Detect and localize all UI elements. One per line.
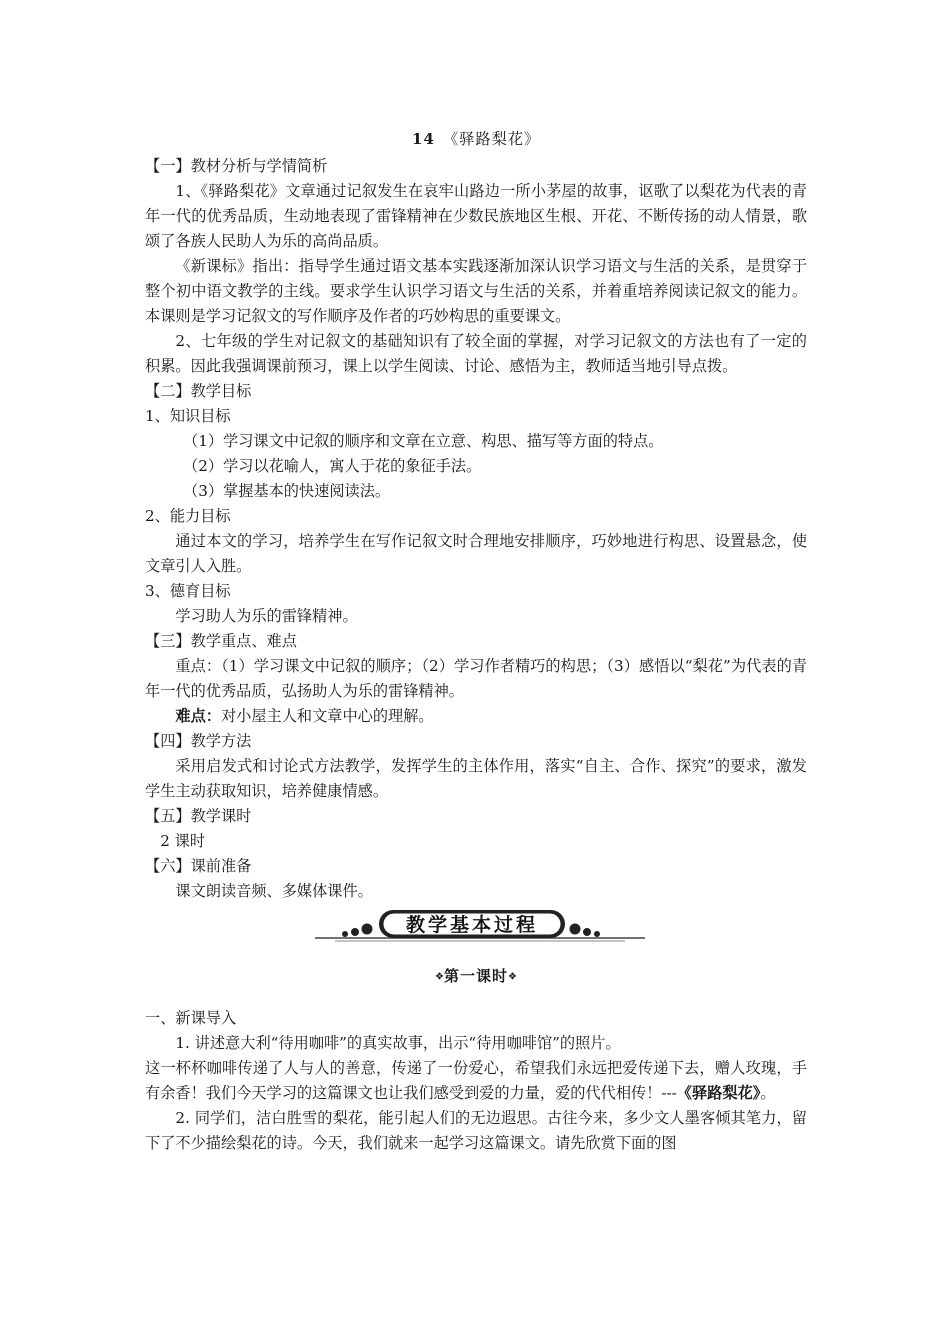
process-banner — [145, 904, 807, 950]
sub-heading-knowledge: 1、知识目标 — [145, 407, 231, 425]
paragraph: 学习助人为乐的雷锋精神。 — [175, 607, 358, 625]
document-page — [145, 127, 807, 1156]
section-heading-5: 【五】教学课时 — [145, 807, 252, 825]
banner-ornament-icon — [315, 904, 645, 950]
ornament-right-icon: ❖ — [508, 971, 517, 983]
section-heading-1: 【一】教材分析与学情简析 — [145, 157, 328, 175]
banner-text: 教学基本过程 — [405, 914, 539, 936]
paragraph: 2、七年级的学生对记叙文的基础知识有了较全面的掌握，对学习记叙文的方法也有了一定的积累。因此我强调课前预习，课上以学生阅读、讨论、感悟为主，教师适当地引导点拨。 — [145, 332, 807, 375]
lesson-name: 《驿路梨花》 — [443, 130, 541, 148]
section-heading-6: 【六】课前准备 — [145, 857, 252, 875]
intro-text: 这一杯杯咖啡传递了人与人的善意，传递了一份爱心，希望我们永远把爱传递下去，赠人玫瑰，手有余香！我们今天学习的这篇课文也让我们感受到爱的力量，爱的代代相传！--- — [145, 1059, 807, 1102]
difficulty-label: 难点： — [175, 707, 221, 725]
intro-heading: 一、新课导入 — [145, 1009, 237, 1027]
paragraph: 《新课标》指出：指导学生通过语文基本实践逐渐加深认识学习语文与生活的关系，是贯穿于整个初中语文教学的主线。要求学生认识学习语文与生活的关系，并着重培养阅读记叙文的能力。本课则是学习记叙文的写作顺序及作者的巧妙构思的重要课文。 — [145, 257, 807, 325]
difficulty-text: 对小屋主人和文章中心的理解。 — [220, 707, 434, 725]
paragraph: 2 课时 — [160, 832, 206, 850]
paragraph — [145, 1056, 807, 1106]
paragraph — [145, 704, 807, 729]
knowledge-item: （3）掌握基本的快速阅读法。 — [183, 482, 391, 500]
section-heading-3: 【三】教学重点、难点 — [145, 632, 297, 650]
paragraph: 重点：（1）学习课文中记叙的顺序；（2）学习作者精巧的构思；（3）感悟以“梨花”为代表的青年一代的优秀品质，弘扬助人为乐的雷锋精神。 — [145, 657, 807, 700]
paragraph: 1. 讲述意大利“待用咖啡”的真实故事，出示“待用咖啡馆”的照片。 — [175, 1034, 621, 1052]
paragraph: 通过本文的学习，培养学生在写作记叙文时合理地安排顺序，巧妙地进行构思、设置悬念，使文章引人入胜。 — [145, 532, 807, 575]
lesson-number: 14 — [411, 130, 435, 148]
section-heading-2: 【二】教学目标 — [145, 382, 252, 400]
lesson-label — [145, 964, 807, 986]
sub-heading-moral: 3、德育目标 — [145, 582, 231, 600]
sub-heading-ability: 2、能力目标 — [145, 507, 231, 525]
ornament-left-icon: ❖ — [435, 971, 444, 983]
lesson-label-text: 第一课时 — [443, 967, 508, 985]
intro-title-bold: 《驿路梨花》 — [676, 1084, 761, 1102]
paragraph: 采用启发式和讨论式方法教学，发挥学生的主体作用，落实“自主、合作、探究”的要求，激发学生主动获取知识，培养健康情感。 — [145, 757, 807, 800]
intro-end: 。 — [760, 1084, 776, 1102]
knowledge-item: （2）学习以花喻人，寓人于花的象征手法。 — [183, 457, 482, 475]
paragraph: 课文朗读音频、多媒体课件。 — [175, 882, 373, 900]
knowledge-item: （1）学习课文中记叙的顺序和文章在立意、构思、描写等方面的特点。 — [183, 432, 664, 450]
lesson-title — [145, 127, 807, 152]
paragraph: 1、《驿路梨花》文章通过记叙发生在哀牢山路边一所小茅屋的故事，讴歌了以梨花为代表的青年一代的优秀品质，生动地表现了雷锋精神在少数民族地区生根、开花、不断传扬的动人情景，歌颂了各族人民助人为乐的高尚品质。 — [145, 182, 807, 250]
paragraph: 2. 同学们，洁白胜雪的梨花，能引起人们的无边遐思。古往今来，多少文人墨客倾其笔力，留下了不少描绘梨花的诗。今天，我们就来一起学习这篇课文。请先欣赏下面的图 — [145, 1109, 807, 1152]
section-heading-4: 【四】教学方法 — [145, 732, 252, 750]
